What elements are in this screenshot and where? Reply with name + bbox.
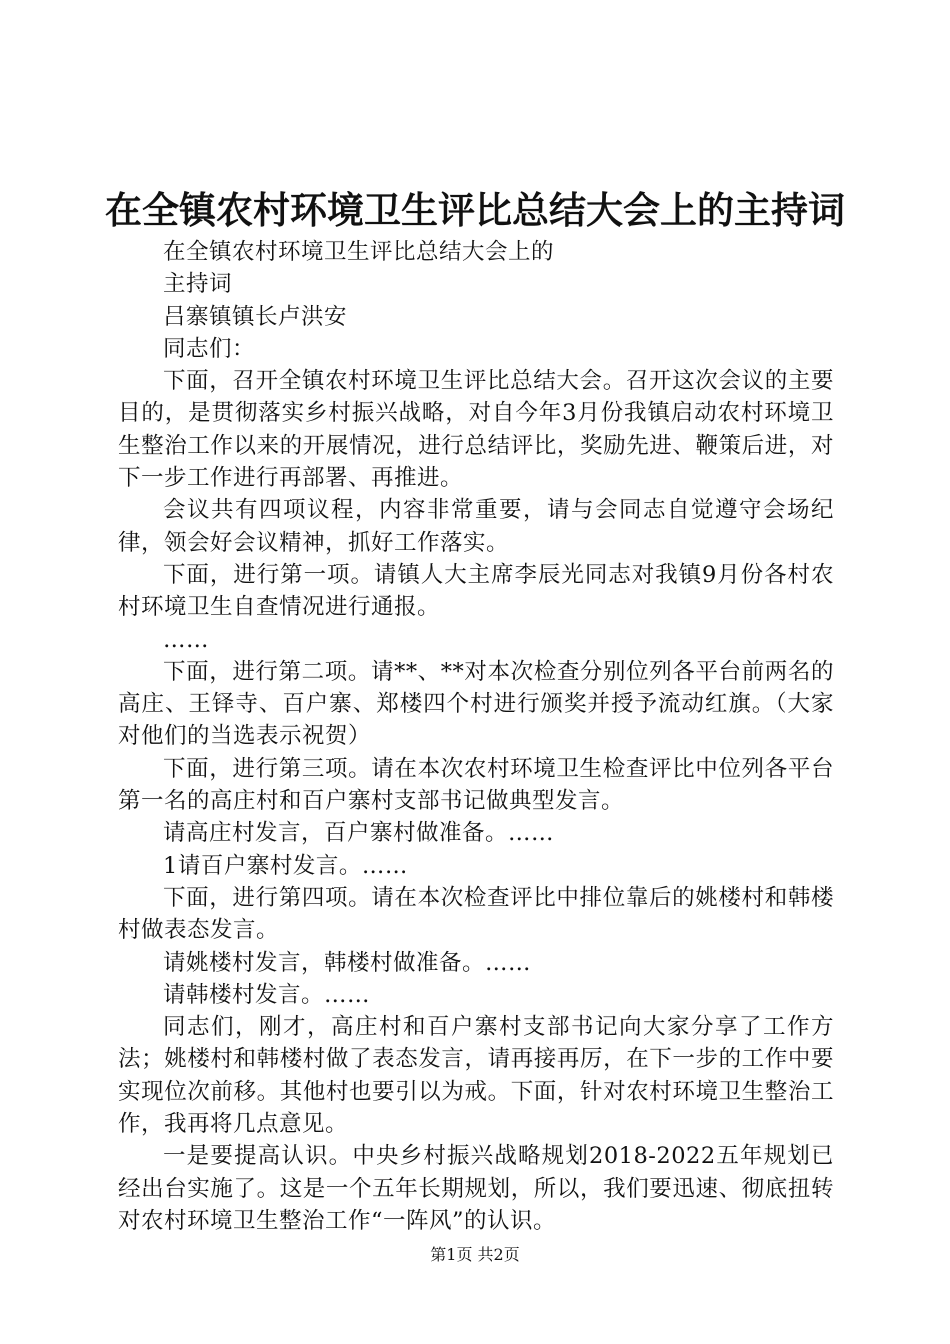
paragraph-4: 同志们： xyxy=(163,335,256,362)
paragraph-17: 一是要提高认识。中央乡村振兴战略规划2018-2022五年规划已经出台实施了。这是一个五年长期规划，所以，我们要迅速、彻底扭转对农村环境卫生整治工作“一阵风”的认识。 xyxy=(118,1143,834,1234)
paragraph-3: 吕寨镇镇长卢洪安 xyxy=(163,303,348,330)
page-footer: 第1页 共2页 xyxy=(430,1245,520,1264)
paragraph-7: 下面，进行第一项。请镇人大主席李辰光同志对我镇9月份各村农村环境卫生自查情况进行通报。 xyxy=(118,561,834,621)
paragraph-14: 请姚楼村发言，韩楼村做准备。…… xyxy=(163,949,532,976)
paragraph-2: 主持词 xyxy=(163,271,233,298)
paragraph-16: 同志们，刚才，高庄村和百户寨村支部书记向大家分享了工作方法；姚楼村和韩楼村做了表态发言，请再接再厉，在下一步的工作中要实现位次前移。其他村也要引以为戒。下面，针对农村环境卫生整治工作，我再将几点意见。 xyxy=(118,1014,834,1138)
paragraph-9: 下面，进行第二项。请**、**对本次检查分别位列各平台前两名的高庄、王铎寺、百户寨、郑楼四个村进行颁奖并授予流动红旗。（大家对他们的当选表示祝贺） xyxy=(118,658,834,750)
paragraph-12: 1请百户寨村发言。…… xyxy=(163,852,408,879)
paragraph-5: 下面，召开全镇农村环境卫生评比总结大会。召开这次会议的主要目的，是贯彻落实乡村振兴战略，对自今年3月份我镇启动农村环境卫生整治工作以来的开展情况，进行总结评比，奖励先进、鞭策后进，对下一步工作进行再部署、再推进。 xyxy=(118,368,834,492)
paragraph-15: 请韩楼村发言。…… xyxy=(163,981,371,1008)
paragraph-10: 下面，进行第三项。请在本次农村环境卫生检查评比中位列各平台第一名的高庄村和百户寨村支部书记做典型发言。 xyxy=(118,755,834,815)
paragraph-8: …… xyxy=(163,626,209,653)
document-body xyxy=(118,236,834,1237)
paragraph-11: 请高庄村发言，百户寨村做准备。…… xyxy=(163,820,555,847)
paragraph-1: 在全镇农村环境卫生评比总结大会上的 xyxy=(163,239,555,265)
paragraph-6: 会议共有四项议程，内容非常重要，请与会同志自觉遵守会场纪律，领会好会议精神，抓好工作落实。 xyxy=(118,497,834,556)
document-title: 在全镇农村环境卫生评比总结大会上的主持词 xyxy=(105,189,845,232)
paragraph-13: 下面，进行第四项。请在本次检查评比中排位靠后的姚楼村和韩楼村做表态发言。 xyxy=(118,884,834,944)
